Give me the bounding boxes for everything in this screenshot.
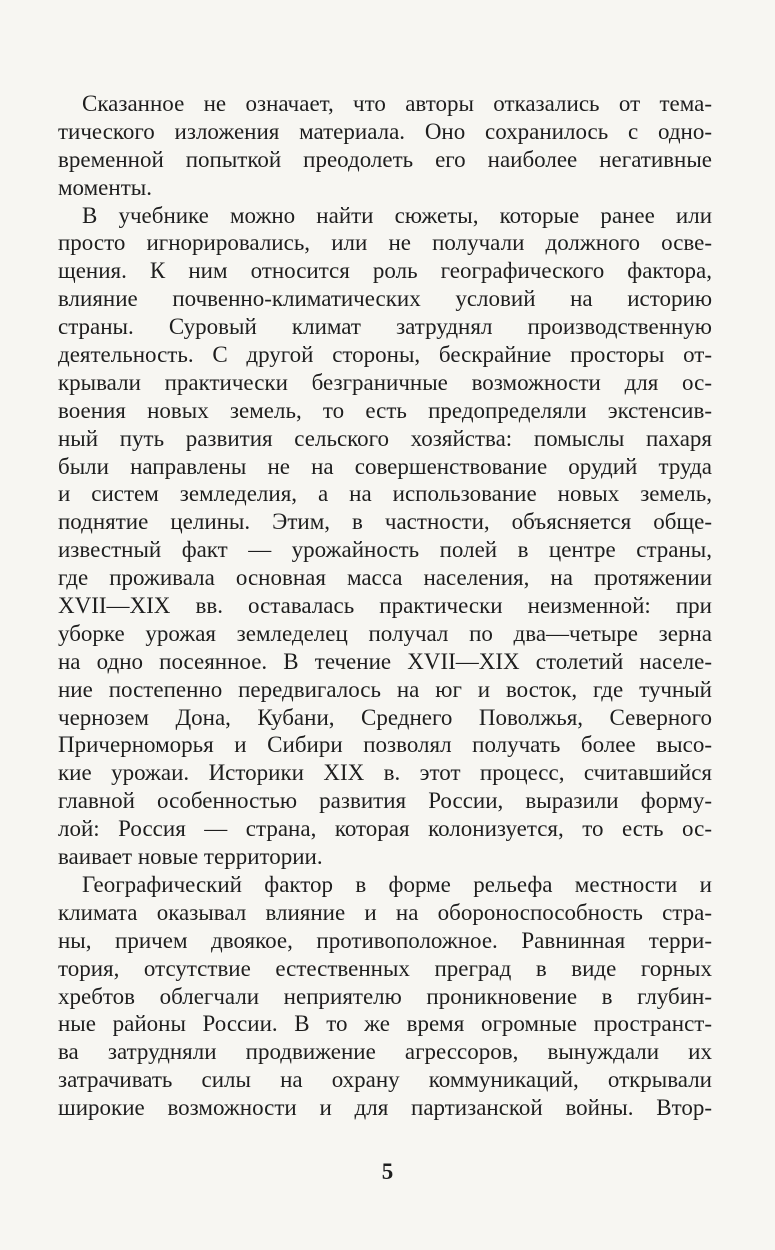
text-line: просто игнорировались, или не получали должного осве- (58, 230, 712, 256)
paragraph (58, 90, 712, 202)
text-line: влияние почвенно-климатических условий на историю (58, 286, 712, 312)
paragraph (58, 871, 712, 1122)
text-line: страны. Суровый климат затруднял производственную (58, 314, 712, 340)
paragraph (58, 202, 712, 871)
text-line: известный факт — урожайность полей в центре страны, (58, 537, 712, 563)
text-line: поднятие целины. Этим, в частности, объясняется обще- (58, 509, 712, 535)
text-line: ваивает новые территории. (58, 844, 323, 870)
text-line: ные районы России. В то же время огромные пространст- (58, 1011, 712, 1037)
text-line: моменты. (58, 174, 152, 200)
text-line: ва затрудняли продвижение агрессоров, вынуждали их (58, 1039, 712, 1065)
text-line: деятельность. С другой стороны, бескрайние просторы от- (58, 342, 712, 368)
text-line: на одно посеянное. В течение XVII—XIX столетий населе- (58, 648, 712, 674)
text-line: воения новых земель, то есть предопределяли экстенсив- (58, 397, 712, 423)
text-line: временной попыткой преодолеть его наиболее негативные (58, 146, 712, 172)
text-line: ный путь развития сельского хозяйства: помыслы пахаря (58, 425, 712, 451)
text-line: где проживала основная масса населения, на протяжении (58, 565, 712, 591)
text-line: тического изложения материала. Оно сохранилось с одно- (58, 118, 712, 144)
text-line: крывали практически безграничные возможности для ос- (58, 369, 712, 395)
text-line: широкие возможности и для партизанской войны. Втор- (58, 1095, 712, 1121)
body-text (58, 90, 712, 1122)
page-number: 5 (381, 1159, 394, 1184)
text-line: уборке урожая земледелец получал по два—четыре зерна (58, 620, 712, 646)
text-line: чернозем Дона, Кубани, Среднего Поволжья, Северного (58, 704, 712, 730)
text-line: были направлены не на совершенствование орудий труда (58, 453, 712, 479)
text-line: и систем земледелия, а на использование новых земель, (58, 481, 712, 507)
text-line: В учебнике можно найти сюжеты, которые ранее или (82, 202, 712, 228)
text-line: ние постепенно передвигалось на юг и восток, где тучный (58, 676, 712, 702)
text-line: кие урожаи. Историки XIX в. этот процесс, считавшийся (58, 760, 712, 786)
text-line: Причерноморья и Сибири позволял получать более высо- (58, 732, 712, 758)
text-line: ны, причем двоякое, противоположное. Равнинная терри- (58, 927, 712, 953)
text-line: Географический фактор в форме рельефа местности и (82, 871, 712, 897)
text-line: тория, отсутствие естественных преград в виде горных (58, 955, 712, 981)
text-line: лой: Россия — страна, которая колонизуется, то есть ос- (58, 816, 712, 842)
text-line: хребтов облегчали неприятелю проникновение в глубин- (58, 983, 712, 1009)
text-line: затрачивать силы на охрану коммуникаций, открывали (58, 1067, 712, 1093)
text-line: главной особенностью развития России, выразили форму- (58, 788, 712, 814)
text-line: щения. К ним относится роль географического фактора, (58, 258, 712, 284)
text-line: XVII—XIX вв. оставалась практически неизменной: при (58, 593, 712, 619)
text-line: Сказанное не означает, что авторы отказались от тема- (82, 91, 712, 116)
text-line: климата оказывал влияние и на обороноспособность стра- (58, 899, 712, 925)
